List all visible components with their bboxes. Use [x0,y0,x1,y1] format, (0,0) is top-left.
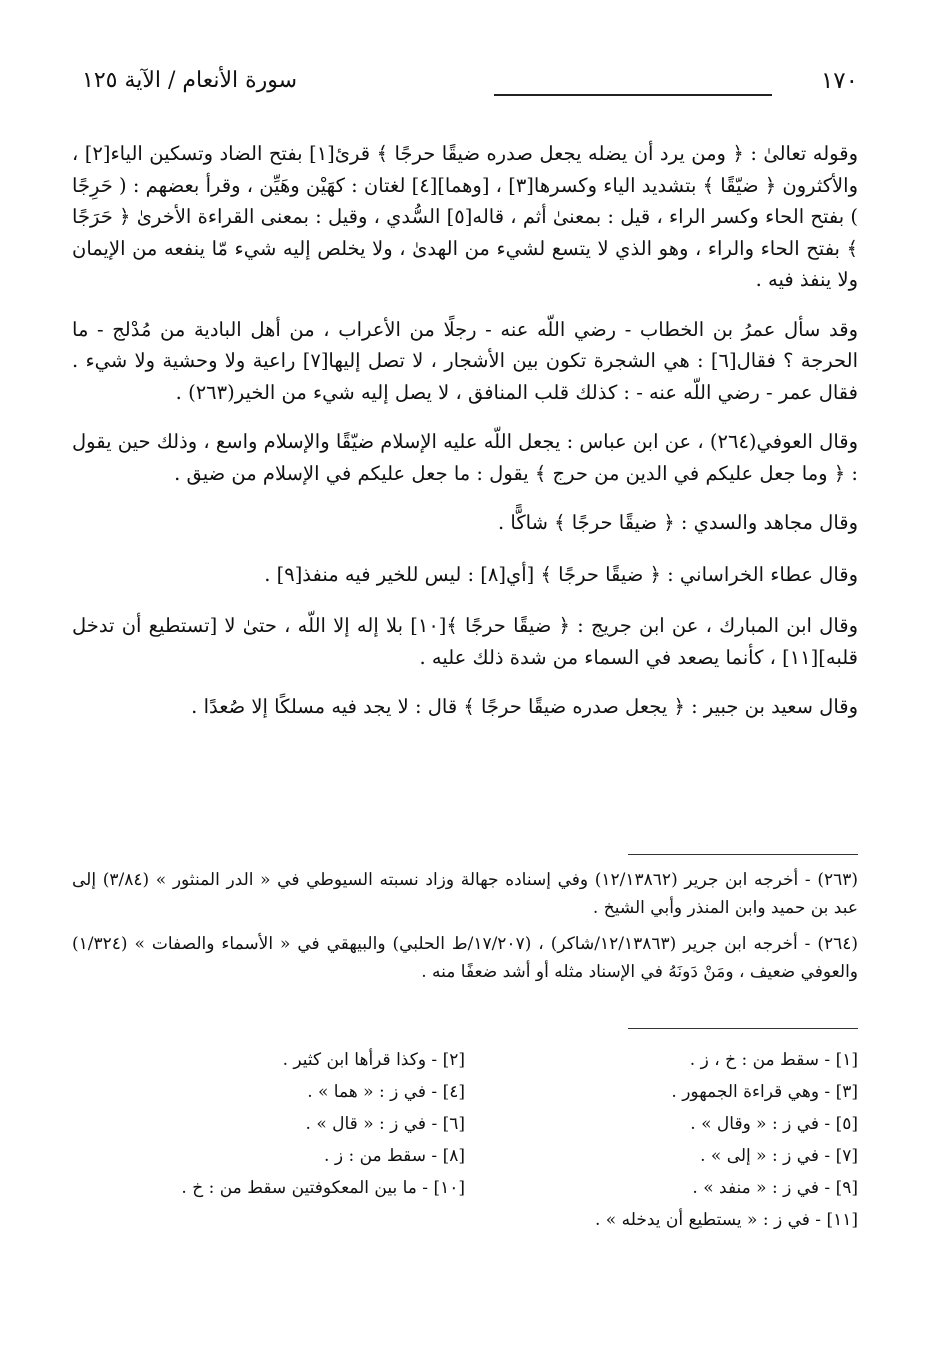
variant-notes-row [72,1044,858,1076]
variant-notes-row [72,1204,858,1236]
book-page [72,58,858,1308]
page-header [72,58,858,98]
variant-note: [١] - سقط من : خ ، ز . [689,1050,858,1070]
paragraph-ibn-mubarak: وقال ابن المبارك ، عن ابن جريج : ﴿ ضيقًا حرجًا ﴾[١٠] بلا إله إلا اللّه ، حتىٰ لا [تستطيع أن تدخل قلبه][١١] ، كأنما يصعد في السماء من شدة ذلك عليه . [72,614,859,669]
variant-note: [١١] - في ز : « يستطيع أن يدخله » . [594,1210,858,1230]
variant-notes-row [72,1172,858,1204]
variant-note: [٢] - وكذا قرأها ابن كثير . [282,1050,465,1070]
variant-note: [٧] - في ز : « إلى » . [700,1146,858,1166]
variant-note: [٨] - سقط من : ز . [324,1146,465,1166]
main-text [72,138,858,741]
variant-notes-row [72,1076,858,1108]
header-rule [494,94,772,96]
paragraph-awfi-ibn-abbas: وقال العوفي(٢٦٤) ، عن ابن عباس : يجعل اللّه عليه الإسلام ضيّقًا والإسلام واسع ، وذلك حين يقول : ﴿ وما جعل عليكم في الدين من حرج ﴾ يقول : ما جعل عليكم في الإسلام من ضيق . [72,430,858,485]
paragraph-mujahid: وقال مجاهد والسدي : ﴿ ضيقًا حرجًا ﴾ شاكًّا . [498,511,858,534]
hadith-footnotes [72,866,858,994]
variant-note: [٣] - وهي قراءة الجمهور . [671,1082,858,1102]
paragraph-umar-bedouin: وقد سأل عمرُ بن الخطاب - رضي اللّه عنه - رجلًا من الأعراب ، من أهل البادية من مُدْلج - ما الحرجة ؟ فقال[٦] : هي الشجرة تكون بين الأشجار ، لا تصل إليها[٧] راعية ولا وحشية ولا شيء . فقال عمر - رضي اللّه عنه - : كذلك قلب المنافق ، لا يصل إليه شيء من الخير(٢٦٣) . [72,317,858,404]
paragraph-ata: وقال عطاء الخراساني : ﴿ ضيقًا حرجًا ﴾ [أي[٨] : ليس للخير فيه منفذ[٩] . [264,562,858,586]
variant-notes-row [72,1108,858,1140]
variant-note: [٥] - في ز : « وقال » . [690,1114,858,1134]
variant-notes [72,1044,858,1236]
variant-note: [٤] - في ز : « هما » . [307,1082,465,1102]
footnote-divider [628,854,858,855]
running-title: سورة الأنعام / الآية ١٢٥ [82,68,298,93]
variant-note: [١٠] - ما بين المعكوفتين سقط من : خ . [181,1178,465,1198]
paragraph-verse-readings: وقوله تعالىٰ : ﴿ ومن يرد أن يضله يجعل صدره ضيقًا حرجًا ﴾ قرئ[١] بفتح الضاد وتسكين الياء[٢] ، والأكثرون ﴿ ضيّقًا ﴾ بتشديد الياء وكسرها[٣] ، [وهما][٤] لغتان : كهَيْن وهَيِّن ، وقرأ بعضهم : ( حَرِجًا ) بفتح الحاء وكسر الراء ، قيل : بمعنىٰ أثم ، قاله[٥] السُّدي ، وقيل : بمعنى القراءة الأخرىٰ ﴿ حَرَجًا ﴾ بفتح الحاء والراء ، وهو الذي لا يتسع لشيء من الهدىٰ ، ولا يخلص إليه شيء مّا ينفعه من الإيمان ولا ينفذ فيه . [72,142,858,291]
footnote-264: (٢٦٤) - أخرجه ابن جرير (١٢/١٣٨٦٣/شاكر) ، (١٧/٢٠٧/ط الحلبي) والبيهقي في « الأسماء والصفات » (١/٣٢٤) والعوفي ضعيف ، ومَنْ دَونَهُ في الإسناد مثله أو أشد ضعفًا منه . [72,934,859,982]
variant-notes-divider [628,1028,858,1029]
page-number: ١٧٠ [820,68,858,94]
footnote-263: (٢٦٣) - أخرجه ابن جرير (١٢/١٣٨٦٢) وفي إسناده جهالة وزاد نسبته السيوطي في « الدر المنثور » (٣/٨٤) إلى عبد بن حميد وابن المنذر وأبي الشيخ . [72,870,858,918]
variant-notes-row [72,1140,858,1172]
variant-note: [٩] - في ز : « منفد » . [692,1178,858,1198]
variant-note: [٦] - في ز : « قال » . [305,1114,465,1134]
paragraph-said-jubair: وقال سعيد بن جبير : ﴿ يجعل صدره ضيقًا حرجًا ﴾ قال : لا يجد فيه مسلكًا إلا صُعدًا . [191,695,858,718]
